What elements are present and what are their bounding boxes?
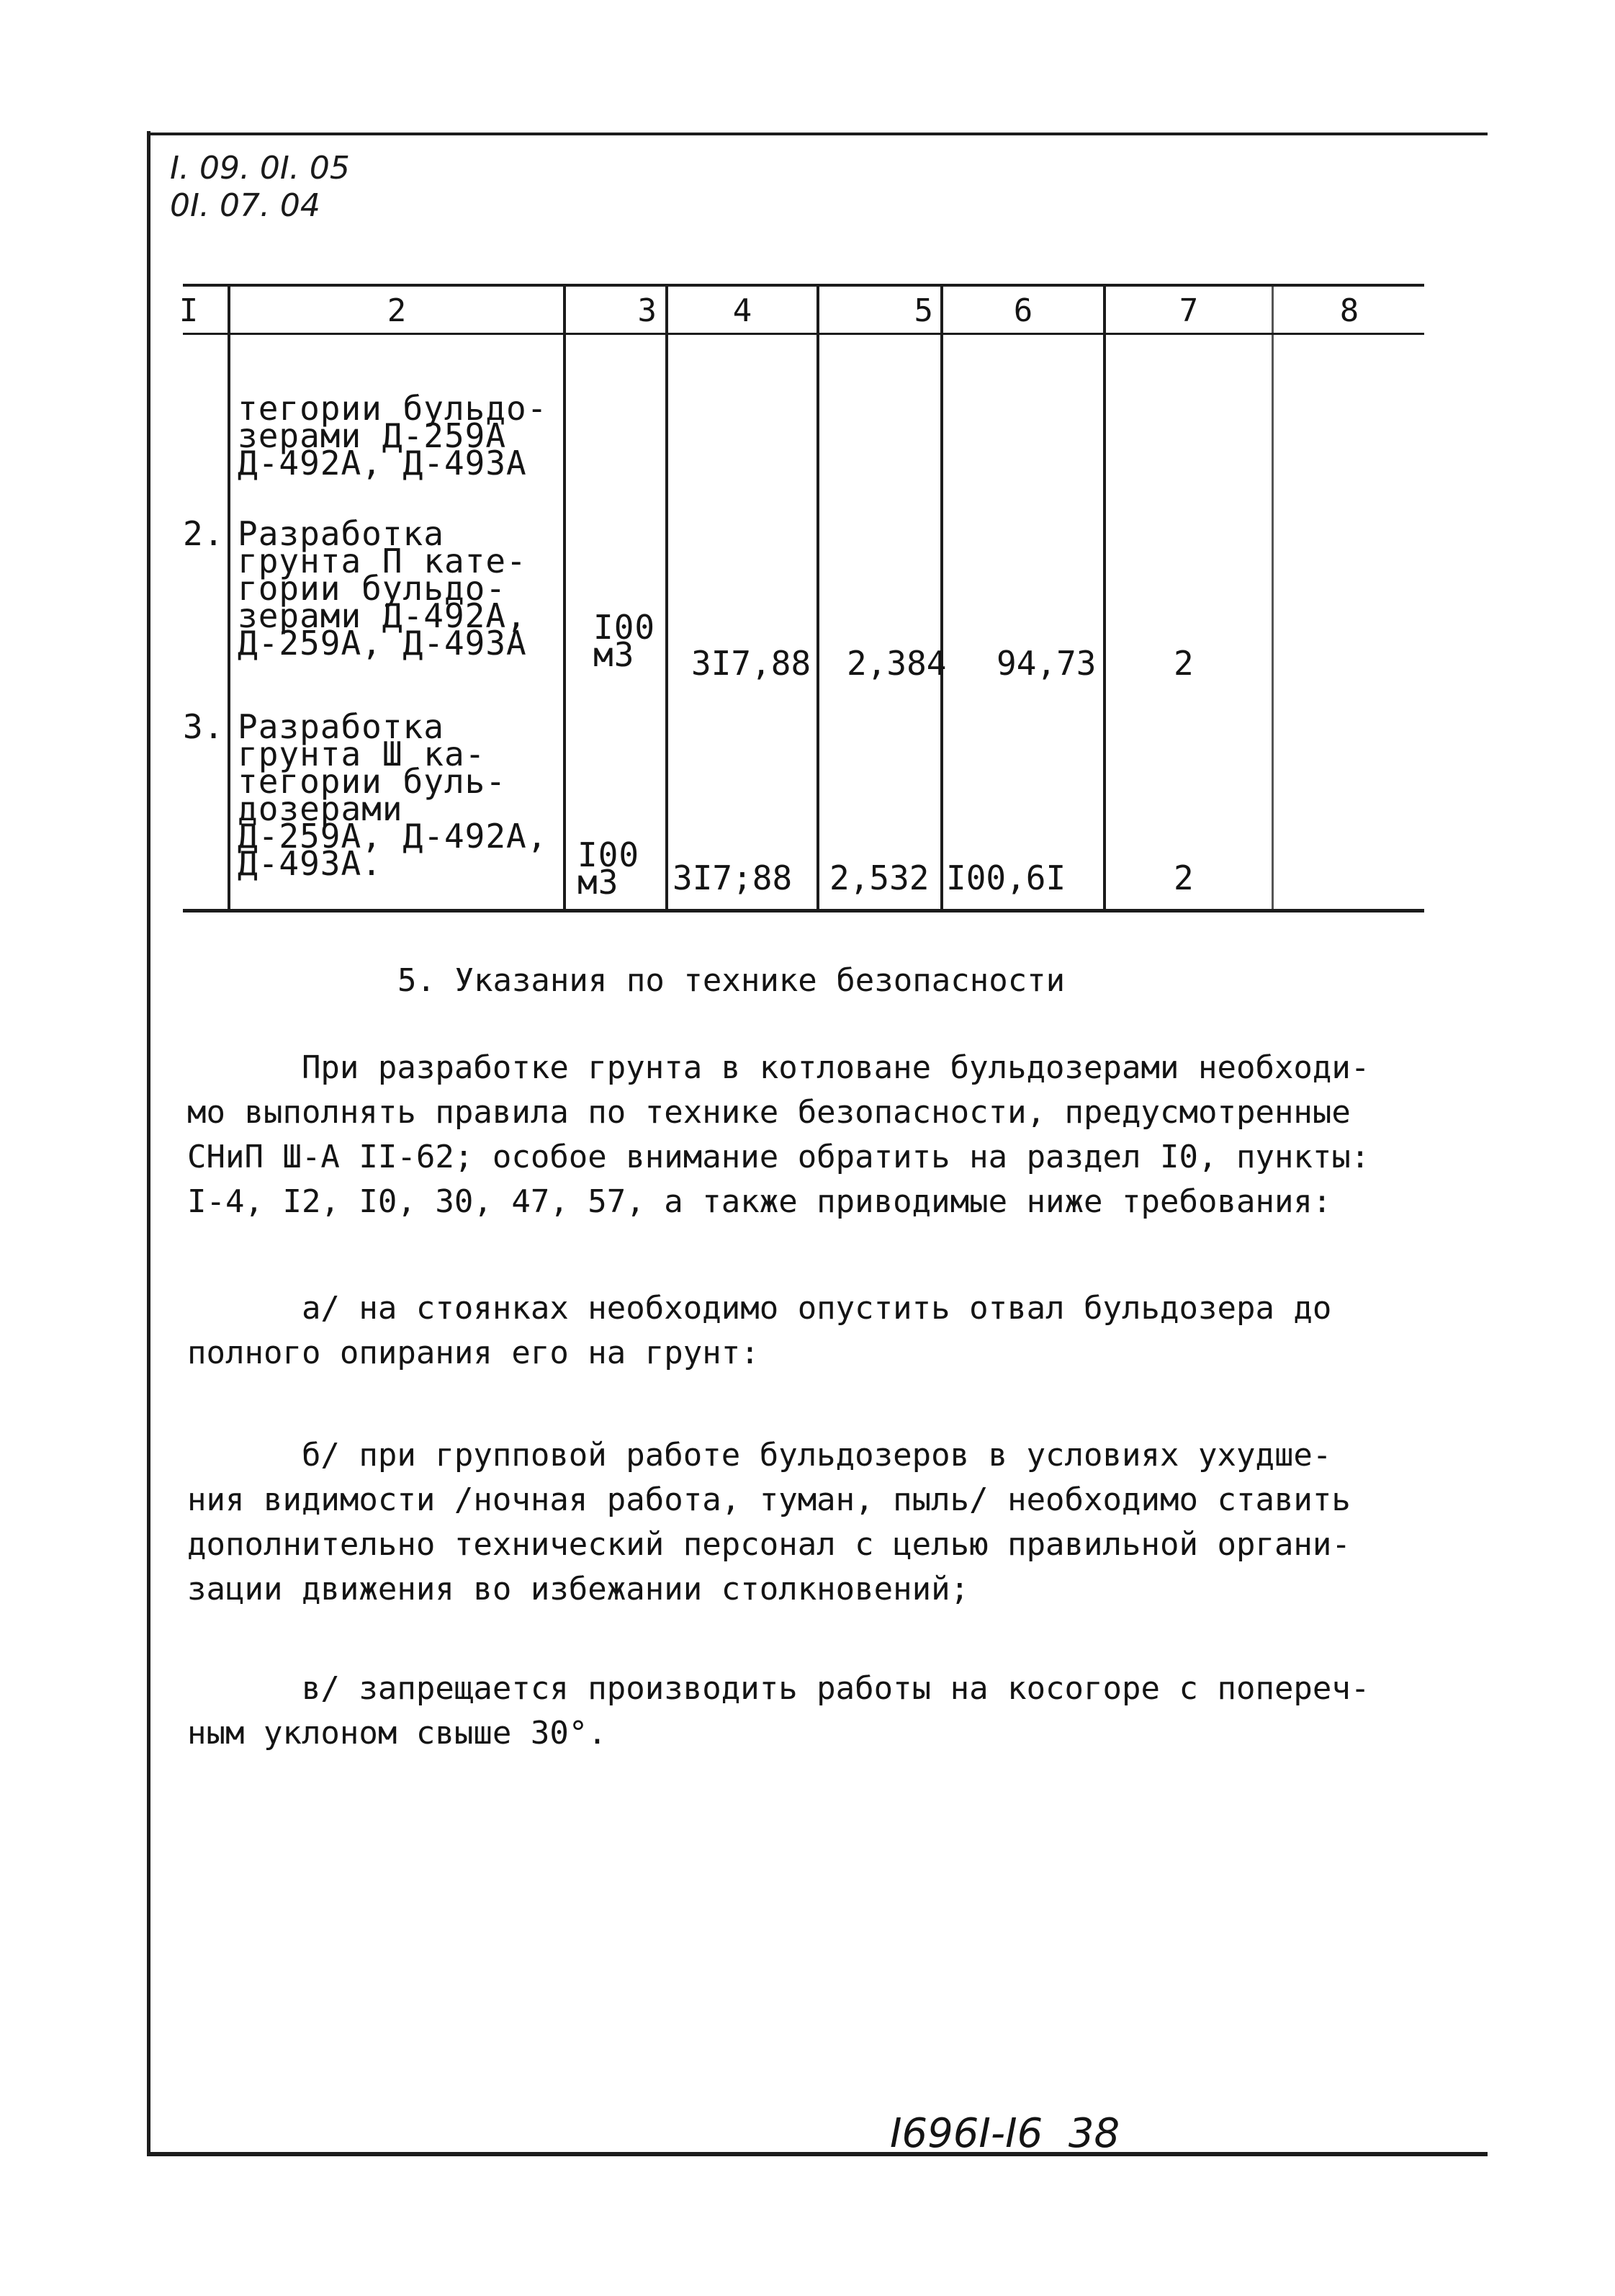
document-code-secondary: 0I. 07. 04 (170, 187, 320, 224)
paragraph-line: ния видимости /ночная работа, туман, пыль/ необходимо ставить (187, 1481, 1351, 1518)
col-header-2: 2 (387, 292, 407, 329)
col-header-6: 6 (1013, 292, 1033, 329)
table-col-divider-2 (563, 284, 566, 910)
row-2-col7: 2 (1174, 644, 1194, 683)
row-2-unit: I00 м3 (593, 608, 656, 674)
table-col-divider-1 (228, 284, 230, 910)
paragraph-line: мо выполнять правила по технике безопасности, предусмотренные (187, 1094, 1351, 1131)
footer-document-code: I696I-I6 38 (890, 2110, 1120, 2157)
paragraph-line: I-4, I2, I0, 30, 47, 57, а также приводимые ниже требования: (187, 1183, 1332, 1220)
safety-intro-paragraph (187, 1046, 1433, 1224)
row-2-col5: 2,384 (847, 644, 947, 683)
document-code-primary: I. 09. 0I. 05 (170, 150, 350, 187)
safety-item-c (187, 1667, 1433, 1756)
col-header-4: 4 (732, 292, 752, 329)
row-3-col5: 2,532 (829, 858, 930, 897)
frame-left-line (147, 131, 150, 2156)
paragraph-line: ным уклоном свыше 30°. (187, 1715, 607, 1752)
table-col-divider-7 (1272, 284, 1274, 910)
row-2-col6: 94,73 (997, 644, 1097, 683)
safety-item-b (187, 1433, 1433, 1612)
row-3-col6: I00,6I (946, 858, 1066, 897)
row-3-description: Разработка грунта Ш ка- тегории буль- дозерами Д-259А, Д-492А, Д-493А. (238, 707, 548, 883)
frame-bottom-line (147, 2152, 1488, 2156)
row-3-col7: 2 (1174, 858, 1194, 897)
table-col-divider-6 (1103, 284, 1106, 910)
table-col-divider-5 (940, 284, 943, 910)
row-3-unit: I00 м3 (577, 835, 640, 902)
paragraph-line: в/ запрещается производить работы на косогоре с попереч- (187, 1670, 1370, 1707)
row-2-number: 2. (183, 514, 225, 553)
row-3-number: 3. (183, 707, 225, 746)
col-header-8: 8 (1339, 292, 1359, 329)
paragraph-line: а/ на стоянках необходимо опустить отвал бульдозера до (187, 1290, 1332, 1327)
col-header-5: 5 (914, 292, 933, 329)
col-header-7: 7 (1179, 292, 1199, 329)
continuation-description: тегории бульдо- зерами Д-259А Д-492А, Д-493А (238, 389, 548, 483)
table-top-rule (183, 284, 1424, 287)
row-3-col4: 3I7;88 (672, 858, 793, 897)
paragraph-line: дополнительно технический персонал с целью правильной органи- (187, 1526, 1351, 1563)
table-col-divider-4 (817, 284, 819, 910)
table-col-divider-3 (665, 284, 668, 910)
row-2-description: Разработка грунта П кате- гории бульдо- зерами Д-492А, Д-259А, Д-493А (238, 514, 527, 663)
row-2-col4: 3I7,88 (691, 644, 811, 683)
paragraph-line: полного опирания его на грунт: (187, 1335, 760, 1371)
col-header-3: 3 (637, 292, 657, 329)
safety-item-a (187, 1286, 1433, 1376)
col-header-1: I (179, 292, 199, 329)
frame-top-line (147, 133, 1488, 135)
paragraph-line: При разработке грунта в котловане бульдозерами необходи- (187, 1049, 1370, 1086)
table-bottom-rule (183, 909, 1424, 912)
document-codes (170, 150, 350, 225)
paragraph-line: зации движения во избежании столкновений; (187, 1571, 970, 1607)
paragraph-line: СНиП Ш-А II-62; особое внимание обратить на раздел I0, пункты: (187, 1139, 1370, 1175)
paragraph-line: б/ при групповой работе бульдозеров в условиях ухудше- (187, 1437, 1332, 1474)
section-heading: 5. Указания по технике безопасности (397, 962, 1066, 999)
